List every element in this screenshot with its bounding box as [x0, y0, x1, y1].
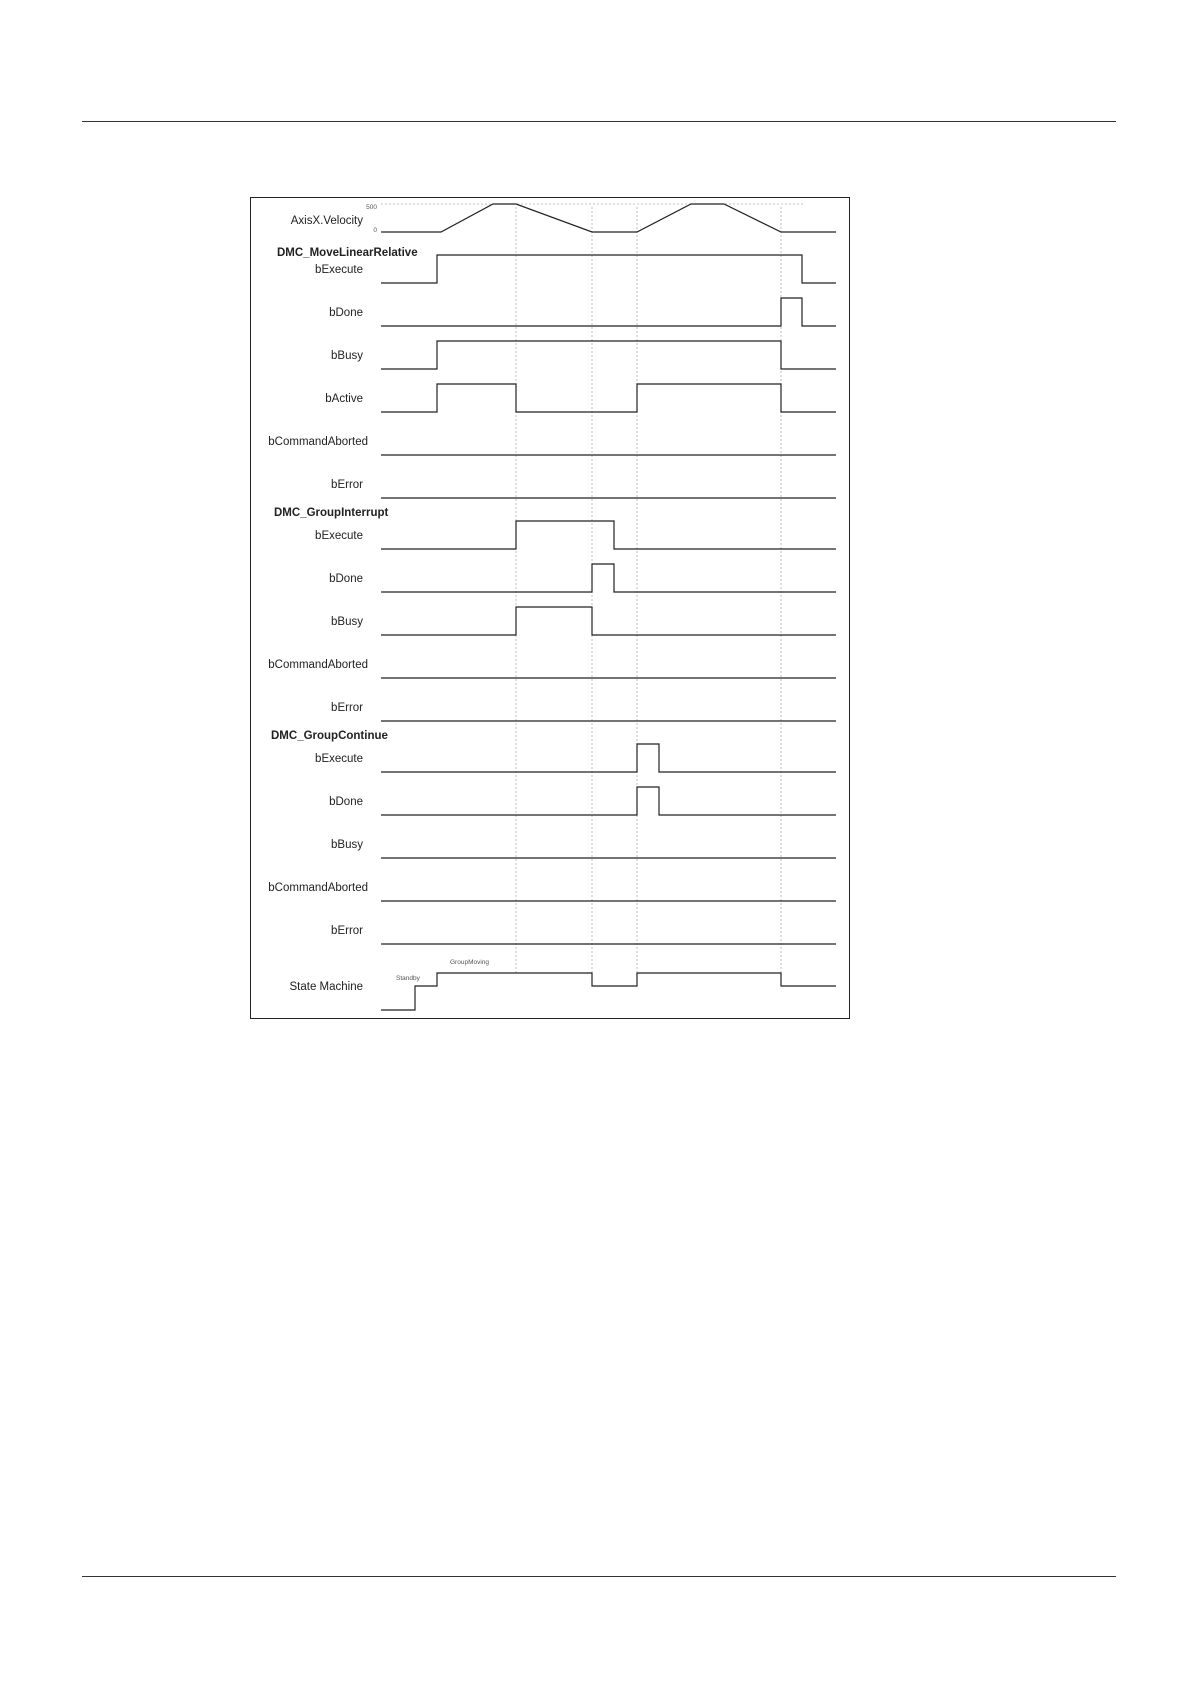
state-label-standby: Standby	[396, 975, 420, 982]
signal-waveform	[381, 341, 836, 369]
state-machine-label: State Machine	[289, 981, 363, 993]
signal-label: bCommandAborted	[268, 659, 368, 671]
signal-waveform	[381, 744, 836, 772]
signal-label: bCommandAborted	[268, 882, 368, 894]
signal-waveform	[381, 564, 836, 592]
velocity-label: AxisX.Velocity	[290, 215, 363, 227]
state-machine-waveform	[381, 973, 836, 1010]
signal-label: bError	[331, 479, 363, 491]
signal-waveform	[381, 521, 836, 549]
signal-waveform	[381, 384, 836, 412]
signal-label: bError	[331, 925, 363, 937]
signal-label: bError	[331, 702, 363, 714]
signal-label: bActive	[325, 393, 363, 405]
signal-waveform	[381, 298, 836, 326]
group-title-move-linear-relative: DMC_MoveLinearRelative	[277, 247, 418, 259]
signal-label: bExecute	[315, 753, 363, 765]
signal-label: bDone	[329, 573, 363, 585]
signal-label: bExecute	[315, 530, 363, 542]
signal-waveform	[381, 787, 836, 815]
group-title-group-continue: DMC_GroupContinue	[271, 730, 388, 742]
group-title-group-interrupt: DMC_GroupInterrupt	[274, 507, 389, 519]
velocity-min-label: 0	[373, 227, 377, 234]
velocity-max-label: 500	[366, 204, 377, 211]
signal-label: bBusy	[331, 839, 363, 851]
signal-label: bBusy	[331, 616, 363, 628]
signal-waveform	[381, 255, 836, 283]
signal-label: bBusy	[331, 350, 363, 362]
signal-label: bDone	[329, 307, 363, 319]
signal-waveform	[381, 607, 836, 635]
signal-label: bExecute	[315, 264, 363, 276]
state-label-group-moving: GroupMoving	[450, 959, 490, 966]
velocity-waveform	[381, 204, 836, 232]
signal-label: bDone	[329, 796, 363, 808]
signal-label: bCommandAborted	[268, 436, 368, 448]
